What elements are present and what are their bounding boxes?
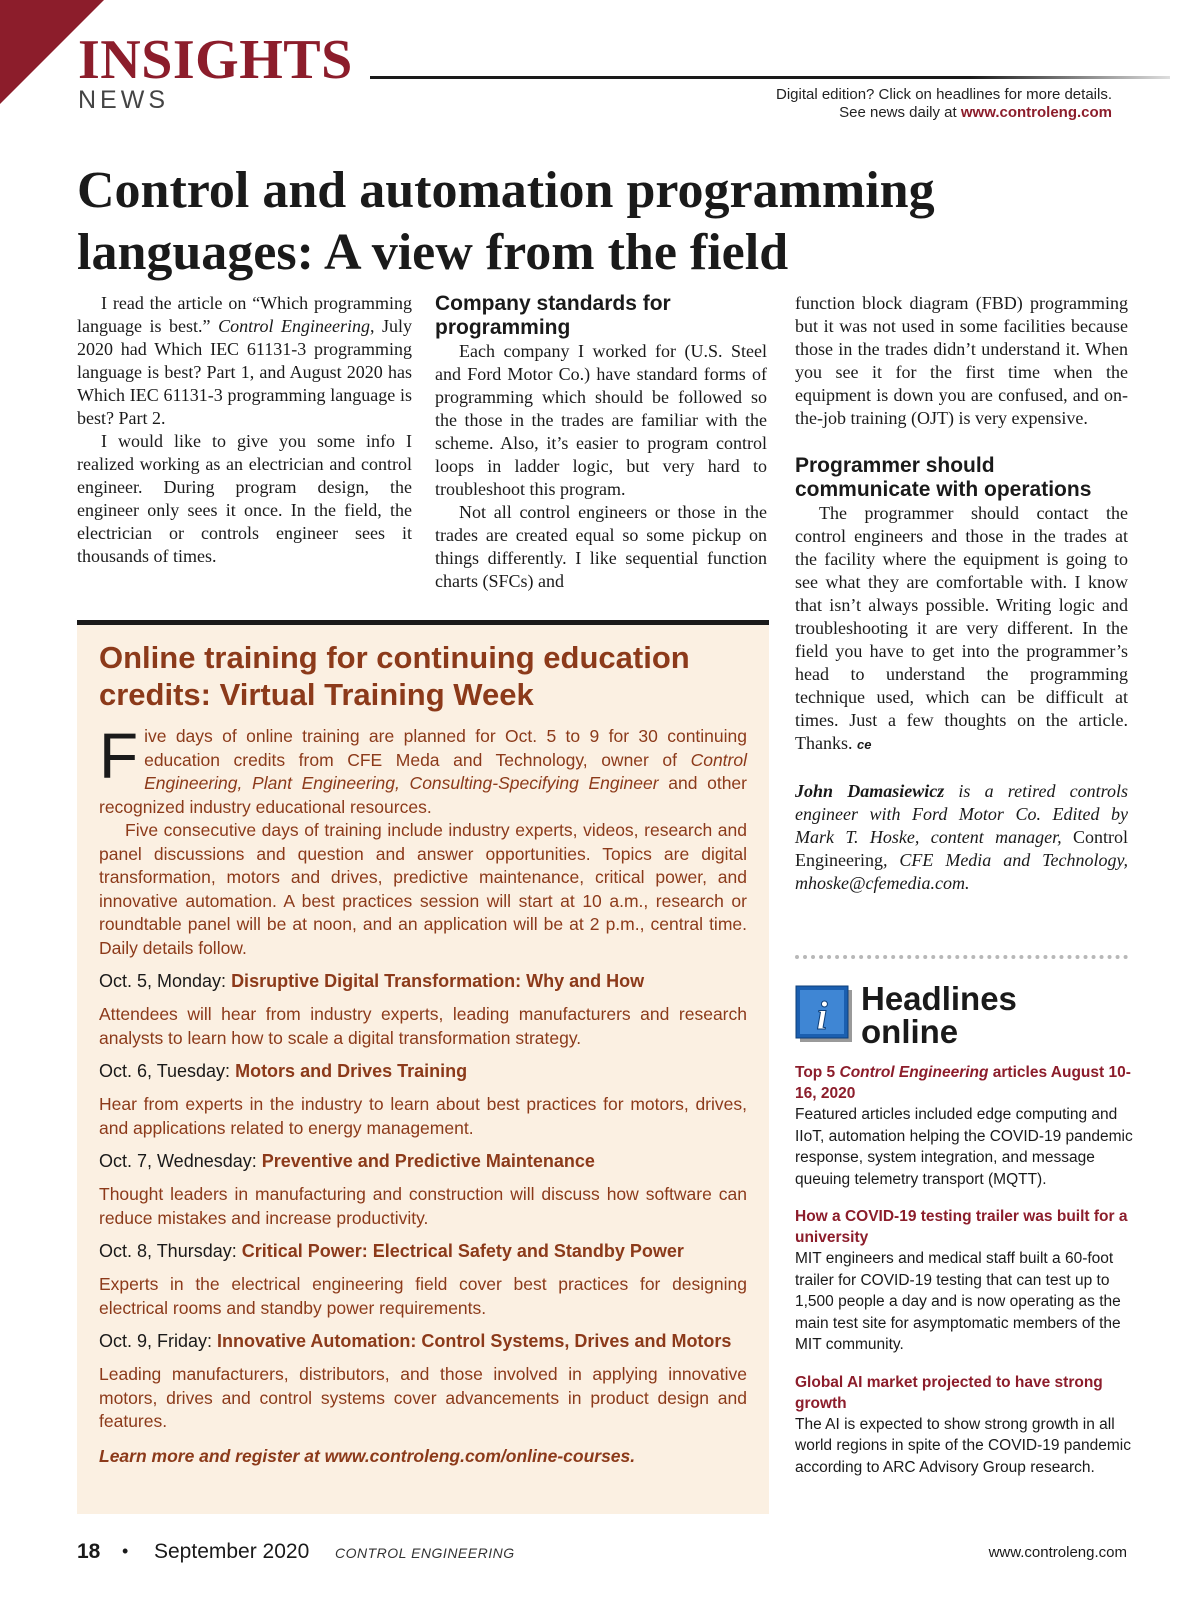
header-rule <box>370 76 1170 79</box>
header-website-link[interactable]: www.controleng.com <box>960 104 1112 121</box>
drop-cap: F <box>99 720 139 792</box>
subhead-programmer-communicate: Programmer should communicate with operations <box>795 454 1092 501</box>
day-item <box>99 970 747 1050</box>
byline-publication: Control Engineering <box>795 827 1128 870</box>
col3-p2-text: The programmer should contact the control engineers and those in the trades at the facility where the equipment is going to see what they are comfortable with. I know that isn’t always possible. Writing logic and troubleshooting it are very different. In the field you have to get into the programmer’s head to understand the programming technique used, which can be difficult at times. Just a few thoughts on the article. Thanks. <box>795 503 1128 753</box>
sidebar-p1-publications: Control Engineering, Plant Engineering, Consulting-Specifying Engineer <box>144 749 747 793</box>
sidebar-paragraph-1 <box>99 720 747 819</box>
author-name: John Damasiewicz <box>795 781 945 801</box>
headline-item <box>795 1206 1140 1356</box>
headlines-title-line-1: Headlines <box>861 980 1017 1017</box>
day-title: Critical Power: Electrical Safety and Standby Power <box>241 1241 684 1261</box>
digital-line-1: Digital edition? Click on headlines for more details. <box>775 86 1112 103</box>
digital-line-2 <box>776 104 1112 122</box>
col1-p1-publication: Control Engineering <box>218 316 370 336</box>
author-byline <box>795 780 1128 895</box>
page-footer <box>77 1540 1127 1568</box>
byline-text-b: , CFE Media and Technology, mhoske@cfemedia.com. <box>795 850 1128 893</box>
col1-paragraph-1 <box>77 292 412 430</box>
headline-link-text-a: Top 5 <box>795 1064 840 1081</box>
footer-bullet: • <box>122 1541 129 1561</box>
day-list <box>99 970 747 1434</box>
page-number: 18 <box>77 1540 101 1563</box>
day-title: Disruptive Digital Transformation: Why and How <box>231 971 645 991</box>
col3-paragraph-1: function block diagram (FBD) programming but it was not used in some facilities because those in the trades didn’t understand it. When you see it for the first time when the equipment is down you are confused, and on-the-job training (OJT) is very expensive. <box>795 293 1128 428</box>
sidebar-paragraph-2: Five consecutive days of training include industry experts, videos, research and panel discussions and question and answer opportunities. Topics are digital transformation, motors and drives, predictive maintenance, critical power, and innovative automation. A best practices session will start at 10 a.m., research or roundtable panel will be at noon, and an application will be at 2 p.m., central time. Daily details follow. <box>99 820 747 958</box>
day-heading <box>99 1330 747 1353</box>
col2-paragraph-2: Not all control engineers or those in the trades are created equal so some pickup on things differently. I like sequential function charts (SFCs) and <box>435 502 767 591</box>
article-headline[interactable] <box>77 160 1127 284</box>
headline-description: MIT engineers and medical staff built a 60-foot trailer for COVID-19 testing that can test up to 1,500 people a day and is now operating as the main test site for asymptomatic members of the MIT community. <box>795 1250 1121 1353</box>
end-mark: ce <box>857 737 872 752</box>
col1-p1-text-a: I read the article on “Which programming language is best.” <box>77 293 412 336</box>
day-item <box>99 1330 747 1434</box>
col1-paragraph-2: I would like to give you some info I realized working as an electrician and control engineer. During program design, the engineer only sees it once. In the field, the electrician or controls engineer sees it thousands of times. <box>77 431 412 566</box>
col2-paragraph-1: Each company I worked for (U.S. Steel and Ford Motor Co.) have standard forms of programming which should be followed so the those in the trades are familiar with the scheme. Also, it’s easier to program control loops in ladder logic, but very hard to troubleshoot this program. <box>435 341 767 499</box>
headline-link[interactable]: Global AI market projected to have strong growth <box>795 1373 1103 1412</box>
day-label: Oct. 7, Wednesday: <box>99 1151 262 1171</box>
day-heading <box>99 1060 747 1083</box>
day-label: Oct. 5, Monday: <box>99 971 232 991</box>
day-description: Experts in the electrical engineering field cover best practices for designing electrical rooms and standby power requirements. <box>99 1274 747 1318</box>
day-label: Oct. 9, Friday: <box>99 1331 218 1351</box>
subhead-company-standards: Company standards for programming <box>435 292 671 339</box>
section-subtitle: NEWS <box>78 86 169 114</box>
headline-link[interactable]: How a COVID-19 testing trailer was built for a university <box>795 1208 1128 1246</box>
info-icon <box>795 985 853 1043</box>
day-description: Thought leaders in manufacturing and construction will discuss how software can reduce mistakes and increase productivity. <box>99 1184 747 1228</box>
section-title: INSIGHTS <box>78 29 353 91</box>
day-label: Oct. 8, Thursday: <box>99 1241 242 1261</box>
day-description: Leading manufacturers, distributors, and those involved in applying innovative motors, drives and control systems cover advancements in product design and features. <box>99 1364 747 1431</box>
headlines-title-line-2: online <box>861 1013 959 1050</box>
headline-item <box>795 1372 1140 1479</box>
day-description: Hear from experts in the industry to learn about best practices for motors, drives, and applications related to energy management. <box>99 1094 747 1138</box>
day-item <box>99 1060 747 1140</box>
day-description: Attendees will hear from industry experts, leading manufacturers and research analysts to learn how to scale a digital transformation strategy. <box>99 1004 747 1048</box>
day-title: Preventive and Predictive Maintenance <box>261 1151 595 1171</box>
sidebar-intro <box>99 720 747 960</box>
day-item <box>99 1150 747 1230</box>
byline-text-a: is a retired controls engineer with Ford Motor Co. Edited by Mark T. Hoske, content manager, <box>795 781 1128 847</box>
headline-item <box>795 1062 1140 1190</box>
day-item <box>99 1240 747 1320</box>
sidebar-p1-text-a: ive days of online training are planned for Oct. 5 to 9 for 30 continuing education credits from CFE Meda and Technology, owner of <box>144 726 747 770</box>
headline-line-1: Control and automation programming <box>77 162 935 219</box>
sidebar-p1-text-b: and other recognized industry educational resources. <box>99 773 747 817</box>
headline-link-publication: Control Engineering <box>839 1064 989 1081</box>
footer-website-link[interactable]: www.controleng.com <box>988 1544 1127 1561</box>
day-heading <box>99 970 747 993</box>
day-heading <box>99 1150 747 1173</box>
sidebar-title[interactable]: Online training for continuing education credits: Virtual Training Week <box>99 640 690 712</box>
publication-name: CONTROL ENGINEERING <box>335 1545 515 1561</box>
headline-line-2: languages: A view from the field <box>77 224 789 281</box>
headlines-list <box>795 1062 1140 1494</box>
issue-date: September 2020 <box>154 1540 310 1563</box>
day-heading <box>99 1240 747 1263</box>
headline-description: The AI is expected to show strong growth in all world regions in spite of the COVID-19 pandemic according to ARC Advisory Group research. <box>795 1415 1131 1476</box>
day-title: Motors and Drives Training <box>235 1061 468 1081</box>
day-title: Innovative Automation: Control Systems, Drives and Motors <box>217 1331 732 1351</box>
article-column-1 <box>77 292 412 568</box>
headlines-online-title <box>861 982 1017 1048</box>
headline-link-text-b: articles August 10-16, 2020 <box>795 1064 1131 1102</box>
training-sidebar <box>77 625 769 1514</box>
article-column-2 <box>435 292 767 593</box>
dotted-divider <box>795 955 1128 959</box>
col1-p1-text-b: , July 2020 had Which IEC 61131-3 programming language is best? Part 1, and August 2020 has Which IEC 61131-3 programming language is best? Part 2. <box>77 316 413 428</box>
digital-edition-note <box>776 86 1112 122</box>
day-label: Oct. 6, Tuesday: <box>99 1061 236 1081</box>
headline-link[interactable] <box>795 1062 1140 1104</box>
article-column-3 <box>795 292 1128 895</box>
headline-description: Featured articles included edge computing and IIoT, automation helping the COVID-19 pandemic response, system integration, and message queuing telemetry transport (MQTT). <box>795 1106 1133 1188</box>
info-icon-letter: i <box>816 993 828 1038</box>
register-link[interactable]: Learn more and register at www.controleng.com/online-courses. <box>99 1445 636 1466</box>
col3-paragraph-2 <box>795 502 1128 756</box>
digital-line-2-prefix: See news daily at <box>839 104 957 121</box>
